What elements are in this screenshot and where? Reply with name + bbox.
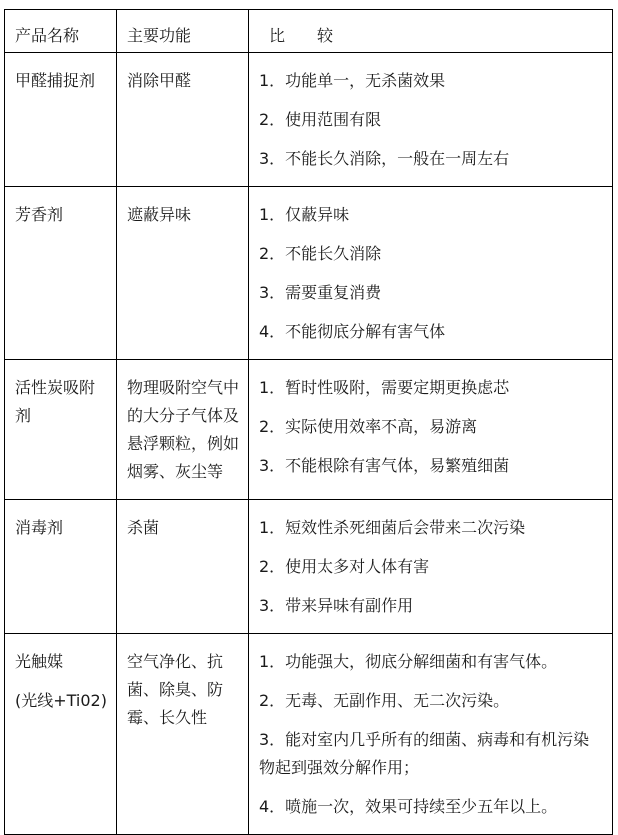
header-product-name (5, 10, 117, 53)
product-name: 光触媒 (15, 652, 64, 671)
comparison-cell (249, 187, 613, 360)
comparison-item: 1．仅蔽异味 (259, 205, 350, 224)
header-comparison-label: 比 较 (269, 26, 334, 45)
main-function-cell (117, 360, 249, 500)
main-function-cell (117, 634, 249, 835)
comparison-item: 2．不能长久消除 (259, 244, 382, 263)
comparison-item: 1．功能单一，无杀菌效果 (259, 71, 446, 90)
table-row-activated-carbon (5, 360, 613, 500)
table-row-air-freshener (5, 187, 613, 360)
product-name-cell (5, 500, 117, 634)
header-main-function (117, 10, 249, 53)
comparison-cell (249, 500, 613, 634)
comparison-item: 3．需要重复消费 (259, 283, 382, 302)
main-function: 杀菌 (127, 518, 160, 537)
product-name-cell (5, 360, 117, 500)
document-area (4, 9, 613, 835)
comparison-item: 4．喷施一次，效果可持续至少五年以上。 (259, 797, 558, 816)
product-name: 消毒剂 (15, 518, 64, 537)
comparison-item: 3．带来异味有副作用 (259, 596, 414, 615)
table-row-formaldehyde-catcher (5, 53, 613, 187)
comparison-item: 4．不能彻底分解有害气体 (259, 322, 446, 341)
table-row-photocatalyst (5, 634, 613, 835)
header-product-name-label: 产品名称 (15, 26, 80, 45)
comparison-cell (249, 53, 613, 187)
main-function-cell (117, 53, 249, 187)
main-function-cell (117, 500, 249, 634)
comparison-item: 2．使用太多对人体有害 (259, 557, 430, 576)
main-function: 遮蔽异味 (127, 205, 192, 224)
header-row (5, 10, 613, 53)
main-function-cell (117, 187, 249, 360)
comparison-item: 1．功能强大，彻底分解细菌和有害气体。 (259, 652, 558, 671)
table-row-disinfectant (5, 500, 613, 634)
main-function: 物理吸附空气中的大分子气体及悬浮颗粒，例如烟雾、灰尘等 (127, 378, 240, 481)
header-comparison (249, 10, 613, 53)
product-name: 芳香剂 (15, 205, 64, 224)
comparison-item: 1．短效性杀死细菌后会带来二次污染 (259, 518, 526, 537)
product-name-cell (5, 634, 117, 835)
product-name-subtitle: (光线+Ti02) (15, 691, 107, 710)
comparison-item: 2．实际使用效率不高，易游离 (259, 417, 478, 436)
comparison-item: 2．无毒、无副作用、无二次污染。 (259, 691, 510, 710)
comparison-cell (249, 634, 613, 835)
product-comparison-table (4, 9, 613, 835)
main-function: 空气净化、抗菌、除臭、防霉、长久性 (127, 652, 224, 727)
main-function: 消除甲醛 (127, 71, 192, 90)
product-name: 活性炭吸附剂 (15, 378, 96, 425)
comparison-item: 3．能对室内几乎所有的细菌、病毒和有机污染物起到强效分解作用； (259, 730, 590, 777)
product-name: 甲醛捕捉剂 (15, 71, 96, 90)
comparison-cell (249, 360, 613, 500)
comparison-item: 1．暂时性吸附，需要定期更换虑芯 (259, 378, 510, 397)
product-name-cell (5, 187, 117, 360)
comparison-item: 3．不能根除有害气体，易繁殖细菌 (259, 456, 510, 475)
comparison-item: 3．不能长久消除，一般在一周左右 (259, 149, 510, 168)
comparison-item: 2．使用范围有限 (259, 110, 382, 129)
product-name-cell (5, 53, 117, 187)
header-main-function-label: 主要功能 (127, 26, 192, 45)
